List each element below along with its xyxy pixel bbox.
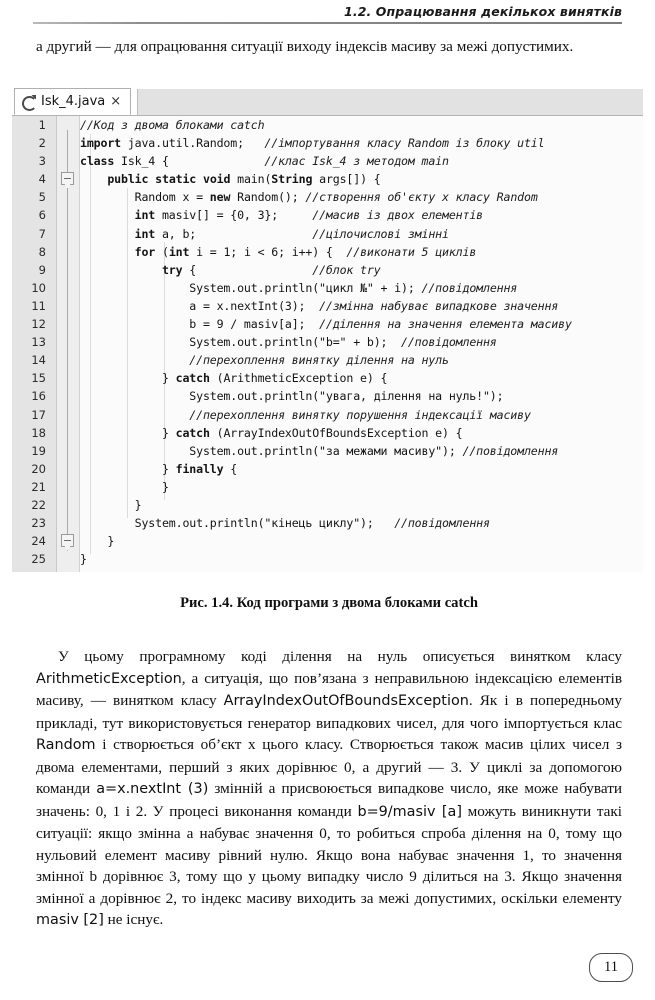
line-number: 18 [31, 425, 46, 440]
line-number: 12 [31, 317, 46, 332]
code-line[interactable]: try { //блок try [161, 262, 381, 277]
line-number: 13 [31, 335, 46, 350]
code-row [12, 315, 643, 333]
code-row [12, 170, 643, 188]
line-number: 15 [31, 371, 46, 386]
code-row [12, 206, 643, 224]
line-number: 22 [31, 497, 46, 512]
code-line[interactable]: } finally { [80, 461, 238, 476]
line-number: 7 [38, 226, 46, 241]
code-row [12, 424, 643, 442]
code-row [12, 134, 643, 152]
main-paragraph [36, 646, 622, 932]
code-line[interactable]: System.out.println("кінець циклу"); //повідомлення [80, 516, 490, 531]
line-number: 4 [38, 172, 46, 187]
code-row [12, 460, 643, 478]
code-row [12, 116, 643, 134]
code-row [12, 550, 643, 568]
close-icon[interactable]: × [110, 94, 122, 109]
code-row [12, 406, 643, 424]
line-number: 2 [38, 136, 46, 151]
code-line[interactable]: } [80, 497, 142, 512]
code-line[interactable]: class Isk_4 { //клас Isk_4 з методом main [80, 154, 449, 169]
code-line[interactable]: Random x = new Random(); //створення об'єкту x класу Random [80, 190, 538, 205]
term-nextint: a=x.nextInt (3) [96, 781, 209, 798]
code-row [12, 333, 643, 351]
line-number: 19 [31, 443, 46, 458]
term-random: Random [36, 737, 96, 754]
editor-tab-label: Isk_4.java [41, 94, 106, 109]
code-line[interactable]: public static void main(String args[]) { [107, 172, 381, 187]
code-line[interactable]: } catch (ArithmeticException e) { [80, 371, 388, 386]
header-title: 1.2. Опрацювання декількох винятків [344, 4, 622, 19]
code-row [12, 369, 643, 387]
line-number: 10 [31, 280, 46, 295]
code-row [12, 225, 643, 243]
line-number: 3 [38, 154, 46, 169]
line-number: 21 [31, 479, 46, 494]
code-line[interactable]: b = 9 / masiv[a]; //ділення на значення елемента масиву [80, 317, 572, 332]
paragraph-part-6: можуть виникнути такі ситуації: якщо змінна a набуває значення 0, то робиться спроба ділення на 0, тому що нульовий елемент масиву рівний нулю. Якщо вона набуває значення 1, то значення змінної b дорівнює 3, тому що у цьому випадку число 9 ділиться на 3. Якщо значення змінної a дорівнює 2, то індекс масиву виходить за межі допустимих, оскільки елементу [36, 802, 622, 907]
code-row [12, 478, 643, 496]
line-number: 9 [38, 262, 46, 277]
code-row [12, 261, 643, 279]
line-number: 14 [31, 353, 46, 368]
code-line[interactable]: //перехоплення винятку порушення індексації масиву [189, 407, 531, 422]
line-number: 5 [38, 190, 46, 205]
code-row [12, 297, 643, 315]
code-line[interactable]: } catch (ArrayIndexOutOfBoundsException e) { [80, 425, 463, 440]
code-line[interactable]: System.out.println("за межами масиву"); //повідомлення [80, 443, 559, 458]
paragraph-part-5: змінній a присвоюється випадкове число, яке може набувати значень: 0, 1 і 2. У процесі виконання команди [36, 780, 622, 820]
code-row [12, 188, 643, 206]
line-number: 20 [31, 461, 46, 476]
code-line[interactable]: //Код з двома блоками catch [80, 118, 265, 132]
paragraph-part-7: не існує. [103, 911, 164, 929]
code-row [12, 387, 643, 405]
editor-tab-isk4-java[interactable] [14, 88, 131, 115]
line-number: 1 [38, 118, 46, 132]
code-line[interactable]: int masiv[] = {0, 3}; //масив із двох елементів [134, 208, 483, 223]
line-number: 16 [31, 389, 46, 404]
java-file-icon [22, 95, 36, 109]
code-row [12, 442, 643, 460]
paragraph-part-2: , а ситуація, що пов’язана з неправильною індексацією елементів масиву, — винятком класу [36, 669, 622, 710]
paragraph-part-1: У цьому програмному коді ділення на нуль описується винятком класу [58, 648, 622, 666]
code-line[interactable]: } [80, 534, 115, 549]
code-row [12, 351, 643, 369]
code-rows [12, 116, 643, 568]
paragraph-part-4: і створюється об’єкт x цього класу. Створюється також масив цілих чисел з двома елементами, перший з яких дорівнює 0, а другий — 3. У циклі за допомогою команди [36, 736, 622, 798]
code-row [12, 243, 643, 261]
code-line[interactable]: a = x.nextInt(3); //змінна набуває випадкове значення [80, 298, 559, 313]
running-header [33, 4, 622, 24]
code-line[interactable]: } [80, 479, 169, 494]
code-line[interactable]: System.out.println("увага, ділення на нуль!"); [80, 389, 504, 404]
code-editor-figure [12, 88, 643, 572]
line-number: 25 [31, 552, 46, 567]
code-row [12, 279, 643, 297]
intro-paragraph: а другий — для опрацювання ситуації виходу індексів масиву за межі допустимих. [36, 38, 574, 55]
term-array-index-exception: ArrayIndexOutOfBoundsException [223, 693, 469, 710]
header-rule [33, 22, 622, 24]
code-row [12, 514, 643, 532]
term-masiv-2: masiv [2] [36, 912, 104, 929]
code-row [12, 152, 643, 170]
line-number: 17 [31, 407, 46, 422]
editor-body [12, 116, 643, 572]
line-number: 11 [31, 298, 46, 313]
code-row [12, 496, 643, 514]
code-line[interactable]: } [80, 552, 87, 567]
code-line[interactable]: System.out.println("b=" + b); //повідомлення [80, 335, 497, 350]
code-line[interactable]: //перехоплення винятку ділення на нуль [189, 353, 449, 368]
code-line[interactable]: for (int i = 1; i < 6; i++) { //виконати 5 циклів [134, 244, 477, 259]
page-number: 11 [589, 953, 633, 982]
line-number: 23 [31, 516, 46, 531]
line-number: 24 [31, 534, 46, 549]
term-division: b=9/masiv [a] [357, 803, 462, 820]
line-number: 8 [38, 244, 46, 259]
figure-caption: Рис. 1.4. Код програми з двома блоками catch [180, 595, 478, 611]
code-line[interactable]: int a, b; //цілочислові змінні [134, 226, 449, 241]
paragraph-part-3: . Як і в попередньому прикладі, тут використовується генератор випадкових чисел, для чого імпортується клас [36, 692, 622, 732]
code-line[interactable]: import java.util.Random; //імпортування класу Random із блоку util [80, 136, 545, 151]
code-line[interactable]: System.out.println("цикл №" + i); //повідомлення [80, 280, 518, 295]
editor-tab-strip [12, 88, 643, 116]
term-arithmetic-exception: ArithmeticException [36, 670, 182, 687]
line-number: 6 [38, 208, 46, 223]
code-row [12, 532, 643, 550]
tab-strip-filler [137, 89, 643, 115]
